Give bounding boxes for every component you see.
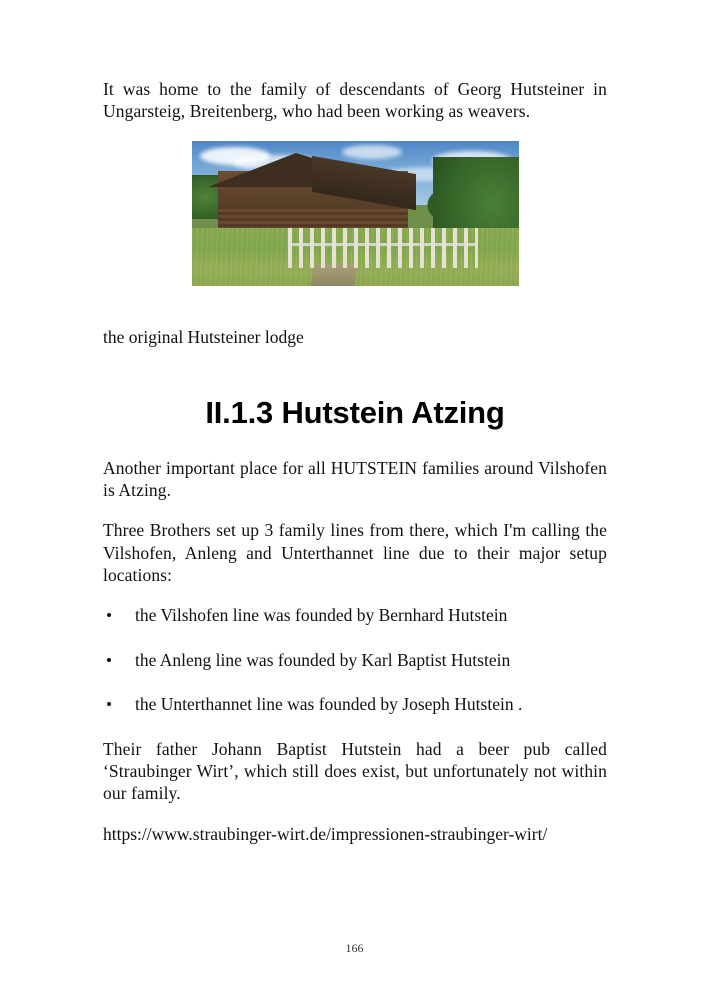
page-content — [103, 78, 607, 846]
list-item-label: the Anleng line was founded by Karl Baptist Hutstein — [135, 649, 511, 670]
intro-paragraph: It was home to the family of descendants of Georg Hutsteiner in Ungarsteig, Breitenberg, who had been working as weavers. — [103, 79, 607, 122]
paragraph-beer-pub: Their father Johann Baptist Hutstein had a beer pub called ‘Straubinger Wirt’, which still does exist, but unfortunately not within our family. — [103, 738, 607, 804]
list-item-label: the Vilshofen line was founded by Bernhard Hutstein — [135, 605, 508, 626]
external-link[interactable]: https://www.straubinger-wirt.de/impressionen-straubinger-wirt/ — [103, 823, 548, 844]
bullet-dot-icon — [107, 613, 111, 617]
photo-picket-fence — [288, 228, 478, 268]
list-item — [103, 693, 607, 715]
list-item — [103, 649, 607, 671]
paragraph-three-brothers: Three Brothers set up 3 family lines from there, which I'm calling the Vilshofen, Anleng and Unterthannet line due to their major setup locations: — [103, 520, 607, 586]
bullet-dot-icon — [107, 658, 111, 662]
page-number: 166 — [345, 941, 364, 955]
figure-caption-block — [103, 326, 607, 349]
section-heading: II.1.3 Hutstein Atzing — [205, 394, 505, 430]
figure-container — [103, 141, 607, 286]
figure-caption: the original Hutsteiner lodge — [103, 326, 304, 347]
list-item — [103, 604, 607, 626]
bullet-dot-icon — [107, 702, 111, 706]
paragraph-atzing-intro: Another important place for all HUTSTEIN families around Vilshofen is Atzing. — [103, 457, 607, 500]
list-item-label: the Unterthannet line was founded by Joseph Hutstein . — [135, 694, 523, 715]
photo-old-wooden-farmhouse — [192, 141, 519, 286]
family-lines-list — [103, 604, 607, 715]
